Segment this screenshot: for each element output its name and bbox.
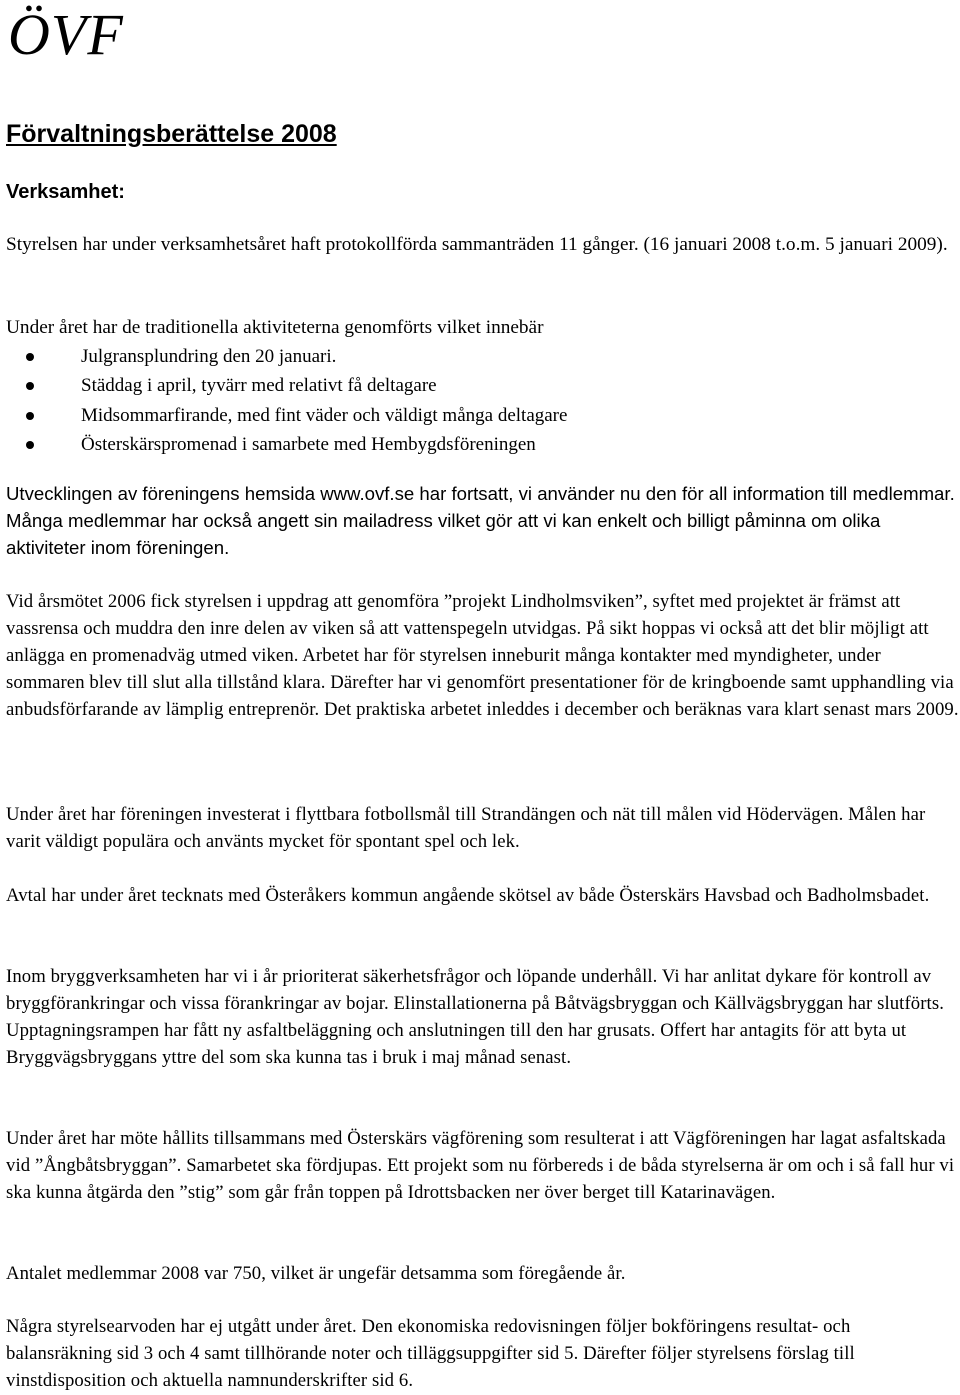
paragraph-members: Antalet medlemmar 2008 var 750, vilket är ungefär detsamma som föregående år. xyxy=(6,1263,626,1284)
report-title: Förvaltningsberättelse 2008 xyxy=(6,120,337,148)
bullet-icon xyxy=(26,382,34,390)
paragraph-agreement: Avtal har under året tecknats med Österåkers kommun angående skötsel av både Österskärs Havsbad och Badholmsbadet. xyxy=(6,885,930,906)
paragraph-road-association: Under året har möte hållits tillsammans med Österskärs vägförening som resulterat i att Vägföreningen har lagat asfaltskada vid ”Ångbåtsbryggan”. Samarbetet ska fördjupas. Ett projekt som nu förbereds i de båda styrelserna är om och i så fall hur vi ska kunna åtgärda den ”stig” som går från toppen på Idrottsbacken ner över berget till Katarinavägen. xyxy=(6,1128,955,1203)
paragraph-football-goals: Under året har föreningen investerat i flyttbara fotbollsmål till Strandängen och nät till målen vid Hödervägen. Målen har varit väldigt populära och använts mycket för spontant spel och lek. xyxy=(6,804,926,852)
paragraph-finances: Några styrelsearvoden har ej utgått under året. Den ekonomiska redovisningen följer bokföringens resultat- och balansräkning sid 3 och 4 samt tillhörande noter och tilläggsuppgifter sid 5. Därefter följer styrelsens förslag till vinstdisposition och aktuella namnunderskrifter sid 6. xyxy=(6,1316,855,1391)
paragraph-jetties: Inom bryggverksamheten har vi i år prioriterat säkerhetsfrågor och löpande underhåll. Vi har anlitat dykare för kontroll av bryggförankringar och vissa förankringar av bojar. Elinstallationerna på Båtvägsbryggan och Källvägsbryggan har slutförts. Upptagningsrampen har fått ny asfaltbeläggning och anslutningen till den har grusats. Offert har antagits för att byta ut Bryggvägsbryggans yttre del som ska kunna tas i bruk i maj månad senast. xyxy=(6,966,944,1068)
bullet-icon xyxy=(26,441,34,449)
activities-list xyxy=(6,342,567,459)
bullet-icon xyxy=(26,353,34,361)
bullet-icon xyxy=(26,412,34,420)
list-item: Julgransplundring den 20 januari. xyxy=(6,342,567,371)
list-item: Midsommarfirande, med fint väder och väldigt många deltagare xyxy=(6,401,567,430)
paragraph-meetings: Styrelsen har under verksamhetsåret haft protokollförda sammanträden 11 gånger. (16 januari 2008 t.o.m. 5 januari 2009). xyxy=(6,234,948,255)
paragraph-activities-intro: Under året har de traditionella aktiviteterna genomförts vilket innebär xyxy=(6,317,544,338)
list-item: Städdag i april, tyvärr med relativt få deltagare xyxy=(6,371,567,400)
paragraph-lindholmsviken: Vid årsmötet 2006 fick styrelsen i uppdrag att genomföra ”projekt Lindholmsviken”, syftet med projektet är främst att vassrensa och muddra den inre delen av viken så att vattenspegeln utvidgas. På sikt hoppas vi också att det blir möjligt att anlägga en promenadväg utmed viken. Arbetet har för styrelsen inneburit många kontakter med myndigheter, under sommaren blev till slut alla tillstånd klara. Därefter har vi genomfört presentationer för de kringboende samt upphandling via anbudsförfarande av lämplig entreprenör. Det praktiska arbetet inleddes i december och beräknas vara klart senast mars 2009. xyxy=(6,591,959,720)
association-logo: ÖVF xyxy=(8,2,124,67)
list-item: Österskärspromenad i samarbete med Hembygdsföreningen xyxy=(6,430,567,459)
paragraph-website: Utvecklingen av föreningens hemsida www.ovf.se har fortsatt, vi använder nu den för all information till medlemmar. Många medlemmar har också angett sin mailadress vilket gör att vi kan enkelt och billigt påminna om olika aktiviteter inom föreningen. xyxy=(6,483,955,558)
section-heading: Verksamhet: xyxy=(6,181,125,203)
